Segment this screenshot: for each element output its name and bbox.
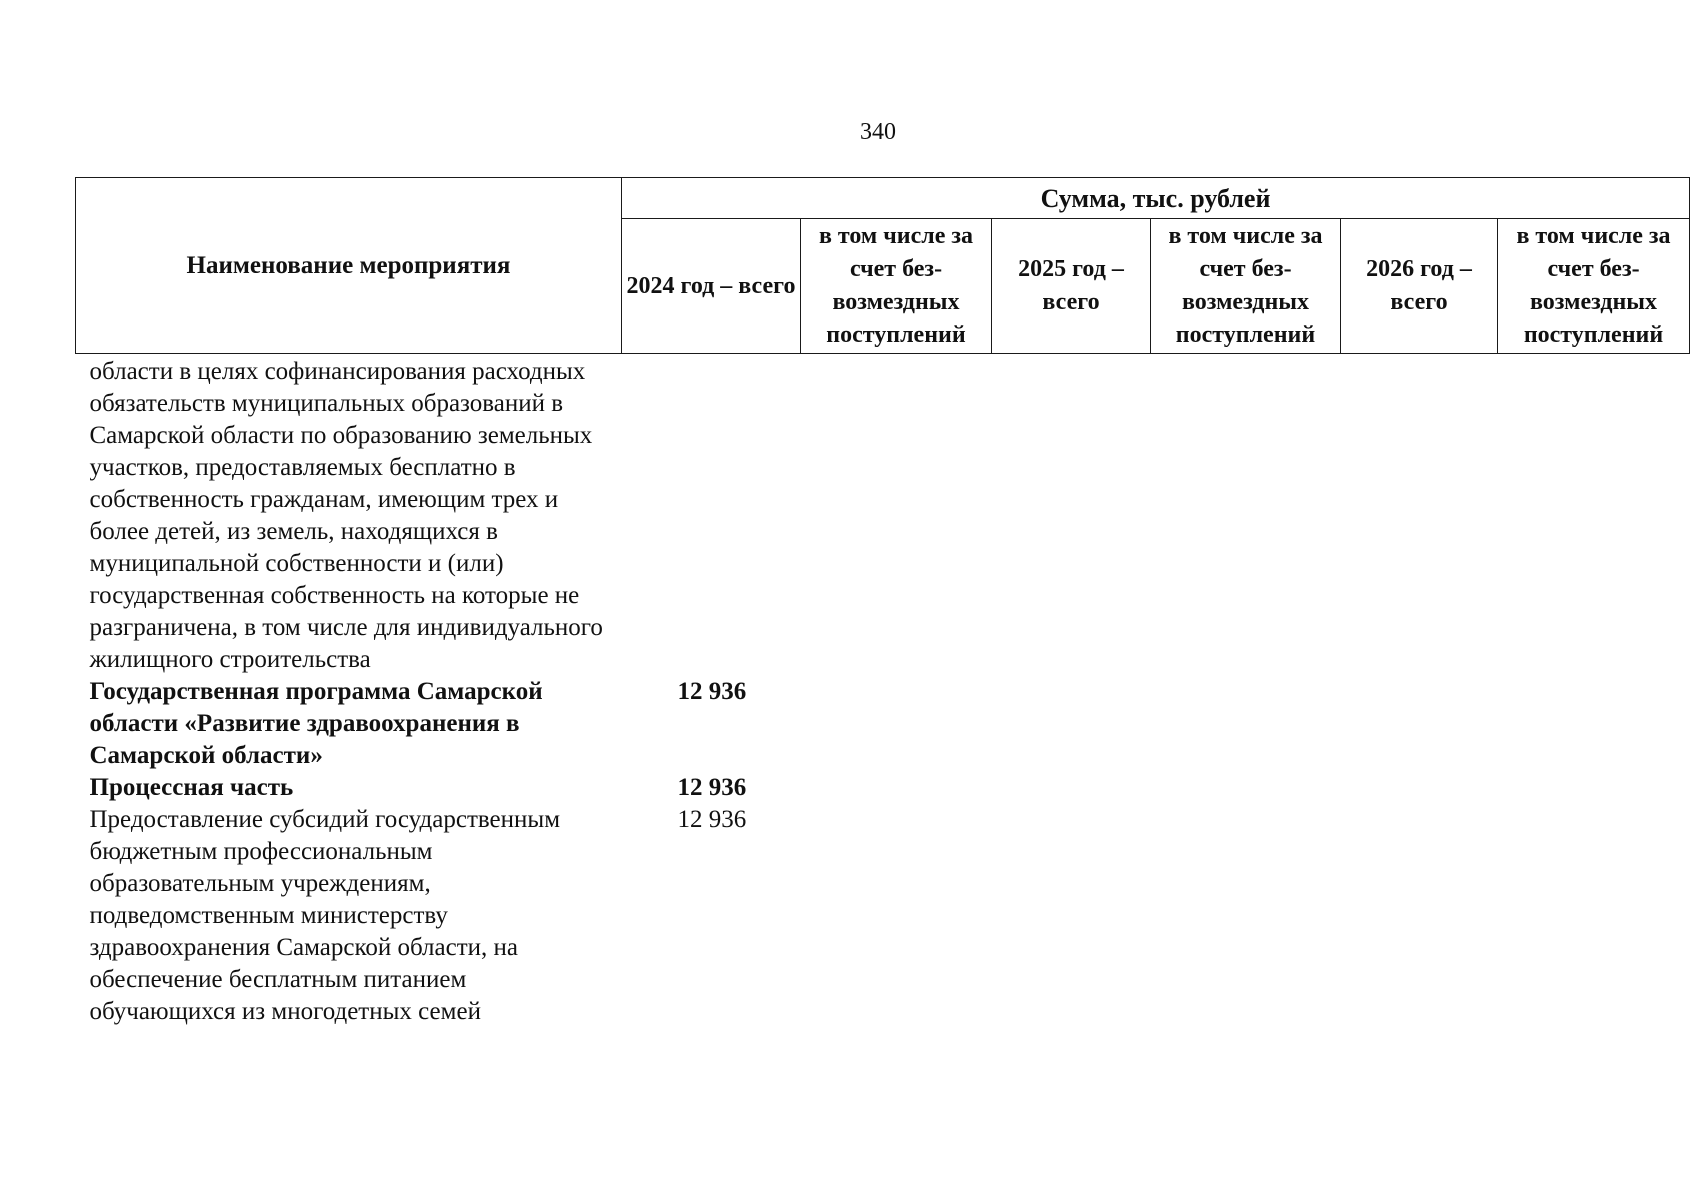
table-row	[76, 772, 1690, 804]
row-2024-total: 12 936	[677, 774, 747, 801]
table-row	[76, 804, 1690, 1028]
table-body	[76, 354, 1690, 1029]
row-event-name: области в целях софинансирования расходных обязательств муниципальных образований в Самарской области по образованию земельных участков, предоставляемых бесплатно в собственность гражданам, имеющим трех и более детей, из земель, находящихся в муниципальной собственности и (или) государственная собственность на которые не разграничена, в том числе для индивидуального жилищного строительства	[89, 358, 603, 673]
table-header	[76, 178, 1690, 354]
row-event-name: Государственная программа Самарской области «Развитие здравоохранения в Самарской области»	[89, 678, 543, 769]
row-2024-total: 12 936	[677, 806, 747, 833]
budget-table-container	[75, 177, 1689, 1028]
table-row	[76, 354, 1690, 677]
budget-table	[75, 177, 1690, 1028]
header-2025-total: 2025 год – всего	[992, 219, 1151, 354]
header-event-name: Наименование мероприятия	[76, 178, 622, 354]
row-event-name: Предоставление субсидий государственным бюджетным профессиональным образовательным учреждениям, подведомственным министерству здравоохранения Самарской области, на обеспечение бесплатным питанием обучающихся из многодетных семей	[89, 806, 561, 1025]
header-2026-total: 2026 год – всего	[1341, 219, 1498, 354]
header-sum-group: Сумма, тыс. рублей	[622, 178, 1690, 219]
table-row	[76, 676, 1690, 772]
row-2024-total: 12 936	[677, 678, 747, 705]
header-2024-total: 2024 год – всего	[622, 219, 801, 354]
page-number: 340	[860, 119, 896, 145]
row-event-name: Процессная часть	[89, 774, 294, 801]
header-2026-grants: в том числе за счет без-возмездных поступлений	[1498, 219, 1690, 354]
header-2024-grants: в том числе за счет без-возмездных поступлений	[801, 219, 992, 354]
header-2025-grants: в том числе за счет без-возмездных поступлений	[1151, 219, 1341, 354]
row-2024-total	[622, 354, 801, 677]
